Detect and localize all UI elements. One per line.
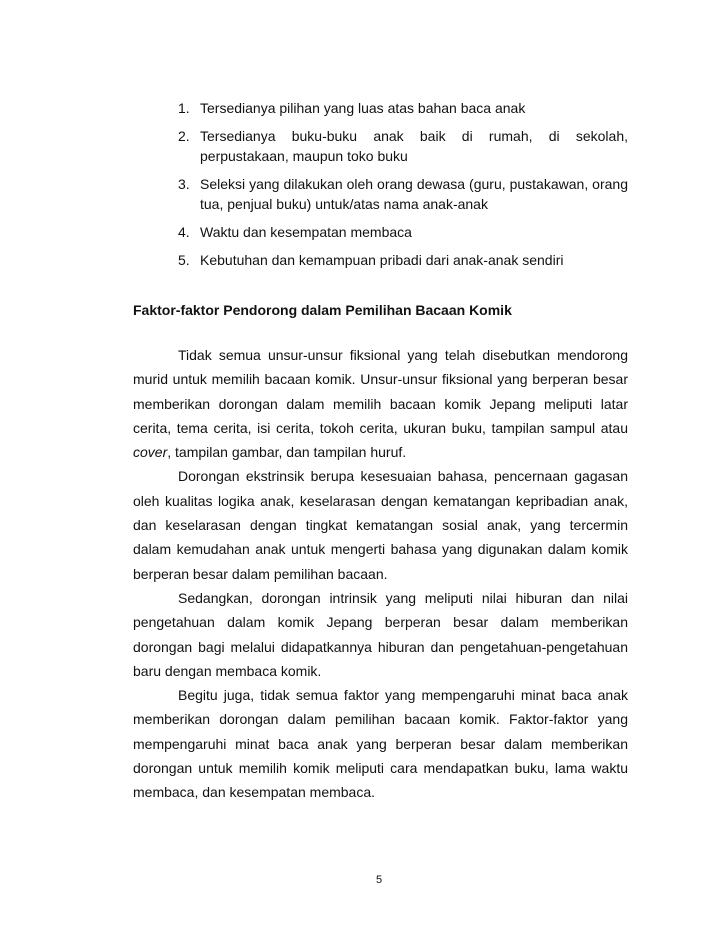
list-item-number: 1. [178, 100, 190, 116]
section-heading: Faktor-faktor Pendorong dalam Pemilihan Bacaan Komik [133, 302, 512, 318]
list-item-text: Waktu dan kesempatan membaca [200, 224, 412, 240]
page-number: 5 [376, 874, 383, 886]
body-text [133, 343, 628, 805]
list-item-number: 4. [178, 224, 190, 240]
list-item-number: 2. [178, 128, 190, 144]
list-item [178, 98, 628, 118]
list-item [178, 222, 628, 242]
italic-term: cover [133, 444, 168, 461]
list-item-number: 5. [178, 252, 190, 268]
list-item-text: Seleksi yang dilakukan oleh orang dewasa (guru, pustakawan, orang tua, penjual buku) untuk/atas nama anak-anak [200, 176, 628, 212]
numbered-list [178, 98, 628, 278]
paragraph: Dorongan ekstrinsik berupa kesesuaian bahasa, pencernaan gagasan oleh kualitas logika anak, keselarasan dengan kematangan kepribadian anak, dan keselarasan dengan tingkat kematangan sosial anak, yang tercermin dalam kemudahan anak untuk mengerti bahasa yang digunakan dalam komik berperan besar dalam pemilihan bacaan. [133, 468, 628, 582]
list-item [178, 126, 628, 166]
list-item-text: Kebutuhan dan kemampuan pribadi dari anak-anak sendiri [200, 252, 564, 268]
list-item-number: 3. [178, 176, 190, 192]
list-item-text: Tersedianya pilihan yang luas atas bahan baca anak [200, 100, 526, 116]
list-item-text: Tersedianya buku-buku anak baik di rumah, di sekolah, perpustakaan, maupun toko buku [200, 128, 628, 164]
paragraph: Begitu juga, tidak semua faktor yang mempengaruhi minat baca anak memberikan dorongan dalam pemilihan bacaan komik. Faktor-faktor yang mempengaruhi minat baca anak yang berperan besar dalam memberikan dorongan untuk memilih komik meliputi cara mendapatkan buku, lama waktu membaca, dan kesempatan membaca. [133, 687, 628, 801]
paragraph-text: , tampilan gambar, dan tampilan huruf. [167, 444, 407, 461]
paragraph-text: Tidak semua unsur-unsur fiksional yang telah disebutkan mendorong murid untuk memilih bacaan komik. Unsur-unsur fiksional yang berperan besar memberikan dorongan dalam memilih bacaan komik Jepang meliputi latar cerita, tema cerita, isi cerita, tokoh cerita, ukuran buku, tampilan sampul atau [133, 347, 628, 436]
list-item [178, 250, 628, 270]
paragraph: Sedangkan, dorongan intrinsik yang meliputi nilai hiburan dan nilai pengetahuan dalam komik Jepang berperan besar dalam memberikan dorongan bagi melalui didapatkannya hiburan dan pengetahuan-pengetahuan baru dengan membaca komik. [133, 589, 628, 679]
paragraph [133, 343, 628, 464]
list-item [178, 174, 628, 214]
